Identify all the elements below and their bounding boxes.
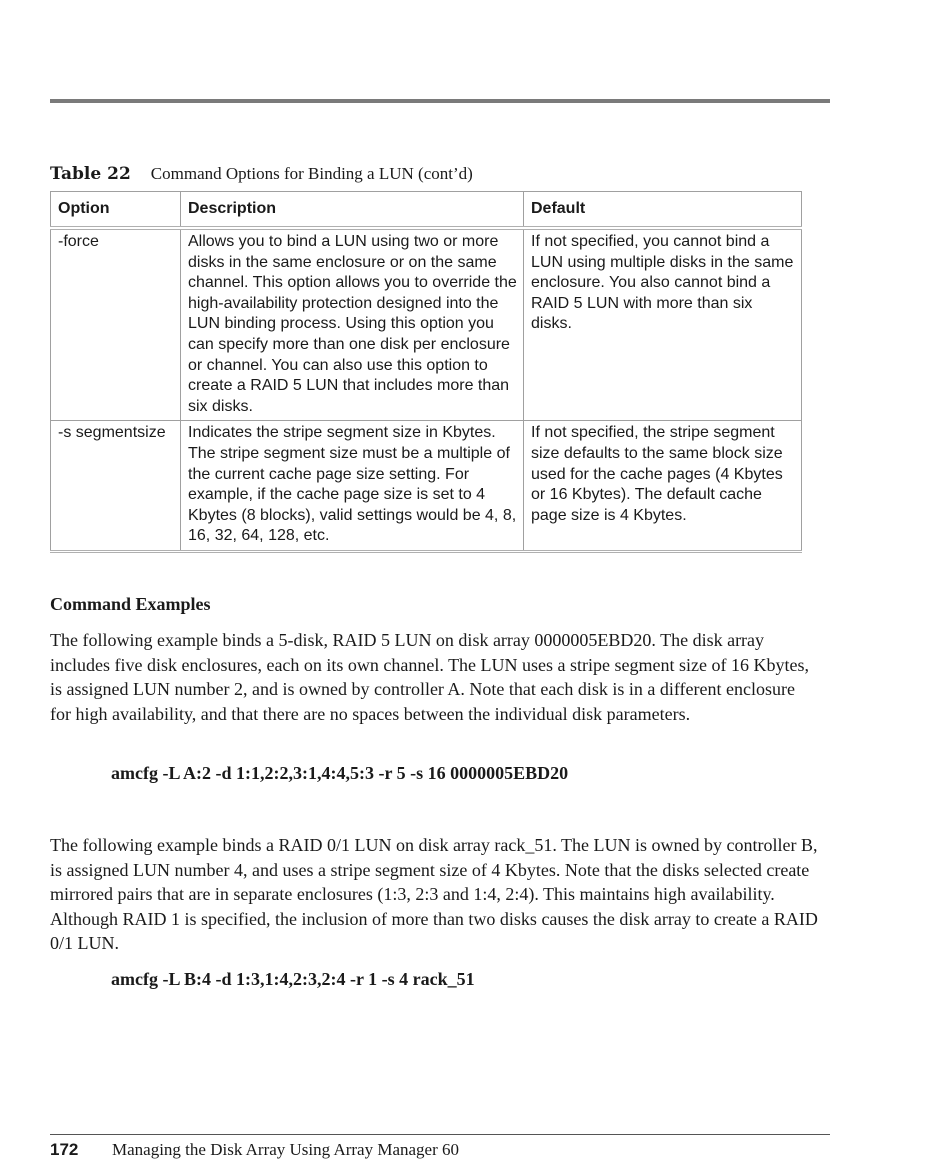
header-description: Description [181,192,524,229]
table-caption-title: Command Options for Binding a LUN (cont’d) [150,164,473,183]
header-default: Default [524,192,802,229]
cell-default: If not specified, you cannot bind a LUN using multiple disks in the same enclosure. You also cannot bind a RAID 5 LUN with more than six disks. [524,228,802,421]
table-caption [50,164,473,184]
cell-description: Allows you to bind a LUN using two or more disks in the same enclosure or on the same channel. This option allows you to override the high-availability protection designed into the LUN binding process. Using this option you can specify more than one disk per enclosure or channel. You can also use this option to create a RAID 5 LUN that includes more than six disks. [181,228,524,421]
header-option: Option [51,192,181,229]
footer-rule [50,1134,830,1135]
table-caption-number: Table 22 [50,164,131,184]
footer-title: Managing the Disk Array Using Array Manager 60 [112,1140,460,1159]
example-paragraph-1: The following example binds a 5-disk, RAID 5 LUN on disk array 0000005EBD20. The disk array includes five disk enclosures, each on its own channel. The LUN uses a stripe segment size of 16 Kbytes, is assigned LUN number 2, and is owned by controller A. Note that each disk is in a different enclosure for high availability, and that there are no spaces between the individual disk parameters. [50,630,809,724]
table-row [51,421,802,552]
example-paragraph-2: The following example binds a RAID 0/1 LUN on disk array rack_51. The LUN is owned by controller B, is assigned LUN number 4, and uses a stripe segment size of 4 Kbytes. Note that the disks selected create mirrored pairs that are in separate enclosures (1:3, 2:3 and 1:4, 2:4). This maintains high availability. Although RAID 1 is specified, the inclusion of more than two disks causes the disk array to create a RAID 0/1 LUN. [50,835,818,954]
cell-option: -s segmentsize [51,421,181,552]
example-command-1: amcfg -L A:2 -d 1:1,2:2,3:1,4:4,5:3 -r 5 -s 16 0000005EBD20 [111,763,569,783]
cell-option: -force [51,228,181,421]
page-footer [50,1140,459,1160]
header-rule [50,99,830,103]
table-header-row [51,192,802,229]
table-row [51,228,802,421]
cell-default: If not specified, the stripe segment size defaults to the same block size used for the cache pages (4 Kbytes or 16 Kbytes). The default cache page size is 4 Kbytes. [524,421,802,552]
section-heading: Command Examples [50,594,211,614]
page-number: 172 [50,1140,79,1159]
example-command-2: amcfg -L B:4 -d 1:3,1:4,2:3,2:4 -r 1 -s 4 rack_51 [111,969,475,989]
cell-description: Indicates the stripe segment size in Kbytes. The stripe segment size must be a multiple of the current cache page size setting. For example, if the cache page size is set to 4 Kbytes (8 blocks), valid settings would be 4, 8, 16, 32, 64, 128, etc. [181,421,524,552]
command-options-table [50,191,802,553]
